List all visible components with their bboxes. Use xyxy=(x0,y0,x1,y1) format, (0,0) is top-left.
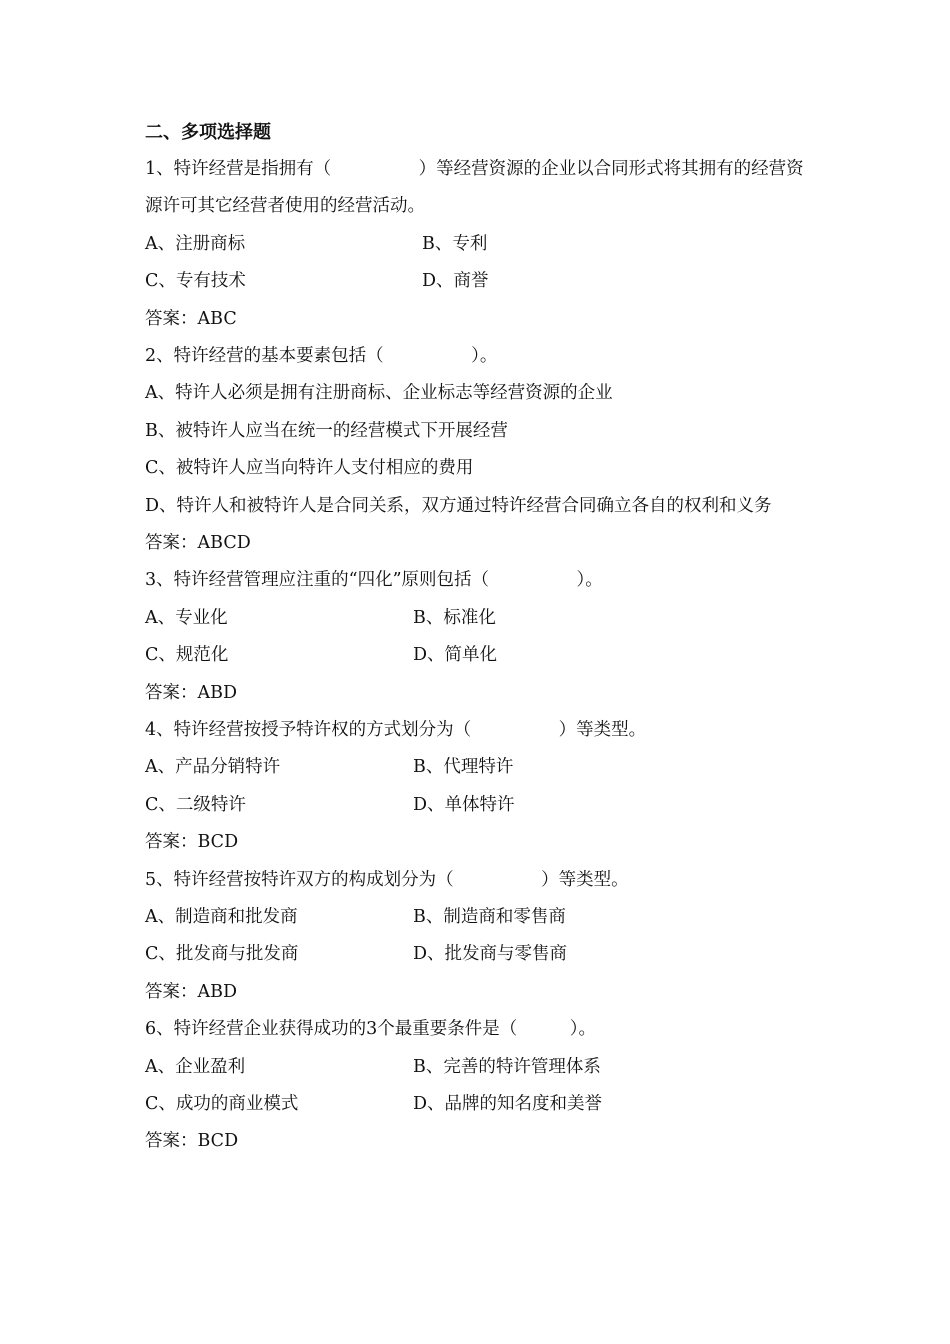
question-2 xyxy=(145,338,815,562)
answer: 答案：ABD xyxy=(145,682,238,703)
option-row xyxy=(145,1086,815,1123)
option-row xyxy=(145,936,815,973)
option-a: A、专业化 xyxy=(145,607,228,628)
option-row xyxy=(145,899,815,936)
option-row xyxy=(145,600,815,637)
answer: 答案：BCD xyxy=(145,1131,239,1152)
section-title: 二、多项选择题 xyxy=(145,122,271,143)
option-c: C、被特许人应当向特许人支付相应的费用 xyxy=(145,458,474,479)
question-3 xyxy=(145,562,815,712)
option-row xyxy=(145,226,815,263)
option-a: A、企业盈利 xyxy=(145,1056,246,1077)
option-b: B、被特许人应当在统一的经营模式下开展经营 xyxy=(145,420,508,441)
question-stem: 3、特许经营管理应注重的“四化”原则包括（ ）。 xyxy=(145,570,603,591)
question-stem: 5、特许经营按特许双方的构成划分为（ ）等类型。 xyxy=(145,869,629,890)
option-row xyxy=(145,749,815,786)
option-row xyxy=(145,637,815,674)
option-d: D、批发商与零售商 xyxy=(413,944,568,965)
option-b: B、制造商和零售商 xyxy=(413,906,566,927)
option-a: A、特许人必须是拥有注册商标、企业标志等经营资源的企业 xyxy=(145,383,613,404)
option-d: D、单体特许 xyxy=(413,794,515,815)
question-stem: 2、特许经营的基本要素包括（ ）。 xyxy=(145,345,498,366)
option-d: D、商誉 xyxy=(422,271,489,292)
answer: 答案：ABC xyxy=(145,308,237,329)
option-c: C、成功的商业模式 xyxy=(145,1093,299,1114)
answer: 答案：ABD xyxy=(145,981,238,1002)
option-c: C、二级特许 xyxy=(145,794,246,815)
answer: 答案：BCD xyxy=(145,832,239,853)
question-stem: 4、特许经营按授予特许权的方式划分为（ ）等类型。 xyxy=(145,719,647,740)
document-content xyxy=(145,114,815,1161)
option-row xyxy=(145,263,815,300)
question-1 xyxy=(145,151,815,338)
option-d: D、特许人和被特许人是合同关系，双方通过特许经营合同确立各自的权利和义务 xyxy=(145,495,772,516)
option-b: B、代理特许 xyxy=(413,757,514,778)
option-c: C、规范化 xyxy=(145,645,229,666)
option-b: B、完善的特许管理体系 xyxy=(413,1056,601,1077)
option-row xyxy=(145,787,815,824)
option-a: A、制造商和批发商 xyxy=(145,906,298,927)
option-b: B、专利 xyxy=(422,233,488,254)
answer: 答案：ABCD xyxy=(145,533,251,554)
option-row xyxy=(145,1049,815,1086)
question-6 xyxy=(145,1011,815,1161)
question-4 xyxy=(145,712,815,862)
question-stem: 1、特许经营是指拥有（ ）等经营资源的企业以合同形式将其拥有的经营资源许可其它经营者使用的经营活动。 xyxy=(145,159,804,217)
question-stem: 6、特许经营企业获得成功的3个最重要条件是（ ）。 xyxy=(145,1019,597,1040)
option-c: C、专有技术 xyxy=(145,271,246,292)
option-d: D、简单化 xyxy=(413,645,498,666)
question-5 xyxy=(145,862,815,1012)
option-b: B、标准化 xyxy=(413,607,496,628)
option-d: D、品牌的知名度和美誉 xyxy=(413,1093,603,1114)
option-a: A、注册商标 xyxy=(145,233,246,254)
option-c: C、批发商与批发商 xyxy=(145,944,299,965)
option-a: A、产品分销特许 xyxy=(145,757,281,778)
